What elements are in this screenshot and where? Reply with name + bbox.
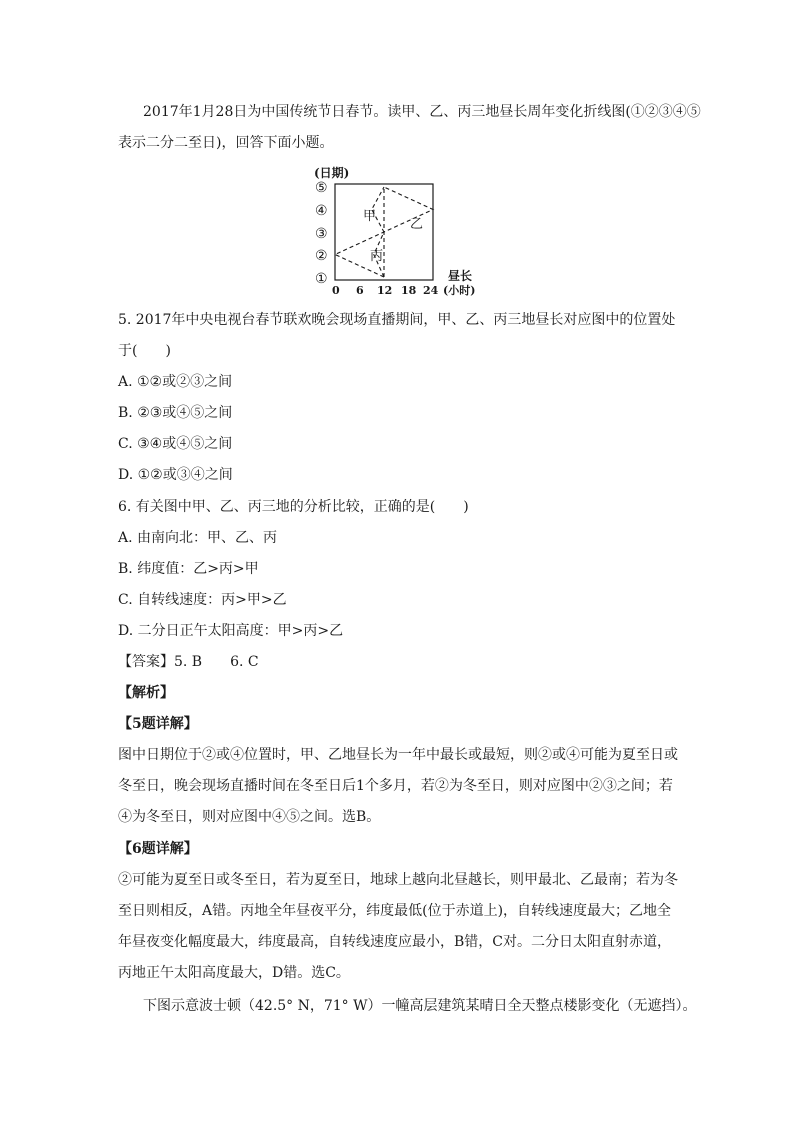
- x-tick-0: 0: [332, 284, 340, 297]
- q6-detail-line-2: 至日则相反，A错。丙地全年昼夜平分，纬度最低(位于赤道上)，自转线速度最大；乙地全: [118, 903, 672, 919]
- x-tick-24: 24: [423, 284, 439, 297]
- x-tick-12: 12: [377, 284, 393, 297]
- answer-line: 【答案】5. B 6. C: [118, 654, 259, 670]
- q6-option-c: C. 自转线速度：丙>甲>乙: [118, 592, 287, 608]
- q5-option-a: A. ①②或②③之间: [118, 374, 233, 390]
- x-tick-6: 6: [356, 284, 364, 297]
- y-tick-3: ③: [315, 226, 328, 242]
- q6-option-b: B. 纬度值：乙>丙>甲: [118, 561, 259, 577]
- day-length-chart: [310, 163, 490, 298]
- q5-detail-line-2: 冬至日，晚会现场直播时间在冬至日后1个多月，若②为冬至日，则对应图中②③之间；若: [118, 778, 673, 794]
- y-tick-4: ④: [315, 203, 328, 219]
- q5-stem-line-2: 于( ): [118, 343, 171, 359]
- q5-option-c: C. ③④或④⑤之间: [118, 436, 233, 452]
- y-tick-5: ⑤: [315, 180, 328, 196]
- y-tick-1: ①: [315, 271, 328, 287]
- q6-detail-line-3: 年昼夜变化幅度最大，纬度最高，自转线速度应最小，B错，C对。二分日太阳直射赤道，: [118, 934, 671, 950]
- x-tick-18: 18: [401, 284, 417, 297]
- q6-detail-line-1: ②可能为夏至日或冬至日，若为夏至日，地球上越向北昼越长，则甲最北、乙最南；若为冬: [118, 872, 678, 888]
- q6-detail-title: 【6题详解】: [118, 841, 198, 857]
- q5-option-d: D. ①②或③④之间: [118, 467, 233, 483]
- label-bing: 丙: [370, 249, 384, 264]
- q5-option-b: B. ②③或④⑤之间: [118, 405, 233, 421]
- intro-line-1: 2017年1月28日为中国传统节日春节。读甲、乙、丙三地昼长周年变化折线图(①②③④⑤: [143, 104, 701, 120]
- label-jia: 甲: [363, 209, 377, 224]
- q5-detail-title: 【5题详解】: [118, 716, 198, 732]
- q6-stem: 6. 有关图中甲、乙、丙三地的分析比较，正确的是( ): [118, 499, 469, 515]
- y-axis-title: (日期): [314, 166, 350, 180]
- x-axis-title: 昼长: [448, 269, 473, 283]
- x-axis-unit: (小时): [443, 284, 476, 297]
- y-tick-2: ②: [315, 248, 328, 264]
- q6-option-d: D. 二分日正午太阳高度：甲>丙>乙: [118, 623, 344, 639]
- analysis-title: 【解析】: [118, 685, 174, 701]
- label-yi: 乙: [410, 217, 424, 232]
- q6-detail-line-4: 丙地正午太阳高度最大，D错。选C。: [118, 965, 350, 981]
- q6-option-a: A. 由南向北：甲、乙、丙: [118, 530, 278, 546]
- intro-line-2: 表示二分二至日)，回答下面小题。: [118, 135, 334, 151]
- series-layer: [335, 187, 433, 277]
- q5-detail-line-3: ④为冬至日，则对应图中④⑤之间。选B。: [118, 809, 381, 825]
- q5-stem-line-1: 5. 2017年中央电视台春节联欢晚会现场直播期间，甲、乙、丙三地昼长对应图中的位置处: [118, 312, 676, 328]
- next-question-intro: 下图示意波士顿（42.5° N，71° W）一幢高层建筑某晴日全天整点楼影变化（无遮挡）。: [143, 998, 697, 1014]
- q5-detail-line-1: 图中日期位于②或④位置时，甲、乙地昼长为一年中最长或最短，则②或④可能为夏至日或: [118, 747, 678, 763]
